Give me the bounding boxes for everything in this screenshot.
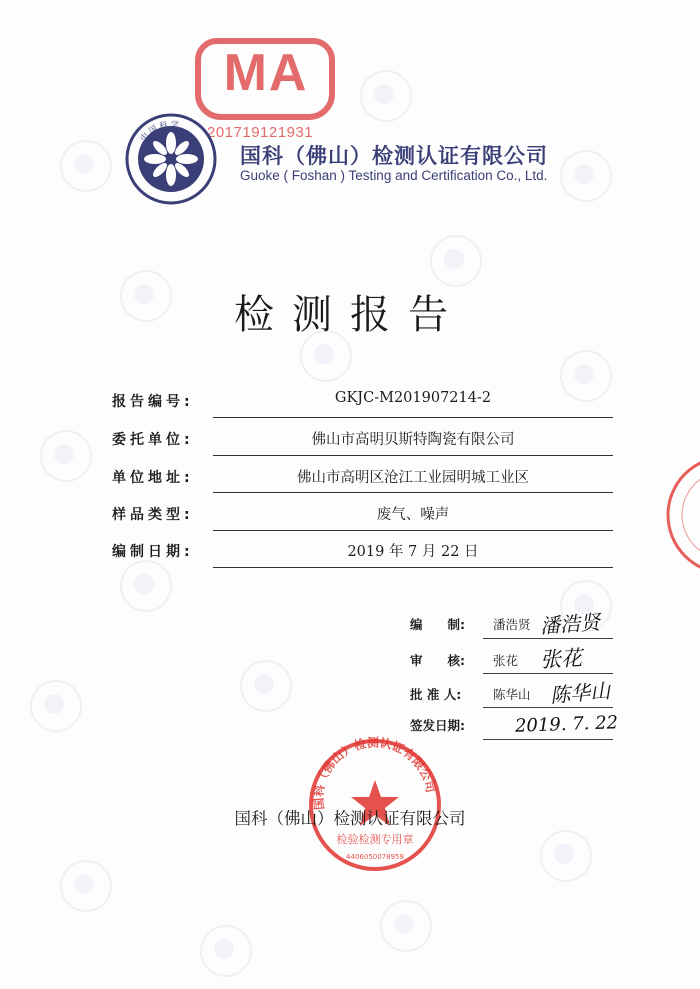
- watermark-icon: [60, 140, 112, 192]
- signature-underline: [483, 707, 613, 708]
- field-underline: [213, 455, 613, 456]
- sig-label-reviewer: 审 核:: [410, 653, 465, 668]
- handwritten-signature-approver: 陈华山: [549, 678, 612, 708]
- seal-number: 4406050078959: [346, 853, 404, 861]
- field-label-address: 单位地址:: [112, 470, 194, 486]
- watermark-icon: [360, 70, 412, 122]
- sig-name-compiler: 潘浩贤: [493, 617, 531, 632]
- watermark-icon: [200, 925, 252, 977]
- watermark-icon: [60, 860, 112, 912]
- sig-label-compiler: 编 制:: [410, 617, 465, 632]
- field-value-client: 佛山市高明贝斯特陶瓷有限公司: [311, 432, 515, 448]
- field-underline: [213, 567, 613, 568]
- footer-company-name: 国科（佛山）检测认证有限公司: [234, 809, 466, 828]
- field-label-sample-type: 样品类型:: [112, 507, 194, 523]
- cma-number: 201719121931: [207, 124, 314, 141]
- handwritten-signature-reviewer: 张花: [539, 645, 583, 673]
- seal-arc-text: 国科（佛山）检测认证有限公司: [311, 735, 438, 811]
- cma-logo-text: MA: [223, 44, 309, 102]
- sig-name-approver: 陈华山: [493, 687, 531, 702]
- handwritten-issue-date: 2019. 7. 22: [514, 712, 619, 737]
- handwritten-signature-compiler: 潘浩贤: [539, 609, 601, 639]
- signature-underline: [483, 638, 613, 639]
- watermark-icon: [120, 560, 172, 612]
- field-value-address: 佛山市高明区沧江工业园明城工业区: [297, 470, 529, 486]
- field-label-compile-date: 编制日期:: [112, 544, 194, 560]
- watermark-icon: [380, 900, 432, 952]
- seal-subtext: 检验检测专用章: [336, 833, 414, 846]
- logo-arc-text: 中 国 科 学: [138, 119, 180, 143]
- sig-name-reviewer: 张花: [493, 653, 519, 668]
- watermark-icon: [240, 660, 292, 712]
- field-label-client: 委托单位:: [112, 432, 194, 448]
- watermark-icon: [40, 430, 92, 482]
- company-name-en: Guoke ( Foshan ) Testing and Certification Co., Ltd.: [240, 168, 548, 183]
- signature-underline: [483, 739, 613, 740]
- company-logo-icon: [125, 113, 217, 205]
- field-value-compile-date: 2019 年 7 月 22 日: [347, 544, 479, 560]
- field-value-sample-type: 废气、噪声: [376, 507, 450, 523]
- watermark-icon: [540, 830, 592, 882]
- field-value-report-no: GKJC-M201907214-2: [334, 390, 492, 406]
- watermark-icon: [430, 235, 482, 287]
- sig-label-issue-date: 签发日期:: [410, 718, 465, 733]
- signature-underline: [483, 673, 613, 674]
- field-underline: [213, 492, 613, 493]
- sig-label-approver: 批 准 人:: [410, 687, 462, 702]
- field-underline: [213, 530, 613, 531]
- side-seal-stamp: [666, 440, 700, 590]
- watermark-icon: [30, 680, 82, 732]
- company-name-cn: 国科（佛山）检测认证有限公司: [240, 144, 548, 168]
- report-title: 检测报告: [234, 292, 466, 338]
- field-underline: [213, 417, 613, 418]
- field-label-report-no: 报告编号:: [112, 394, 194, 410]
- watermark-icon: [560, 150, 612, 202]
